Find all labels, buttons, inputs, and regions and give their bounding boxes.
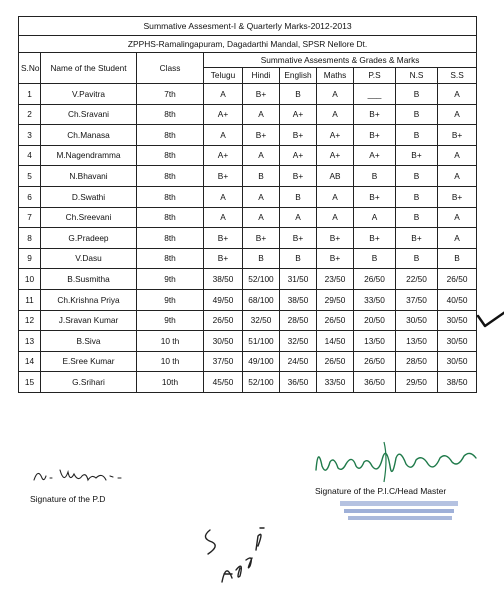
mark-cell: A [438,166,477,187]
class-cell: 9th [137,269,204,290]
mark-cell: B+ [204,248,243,269]
marks-sheet [18,16,476,393]
mark-cell: 30/50 [204,331,243,352]
class-cell: 8th [137,186,204,207]
mark-cell: 37/50 [396,289,438,310]
mark-cell: B+ [204,228,243,249]
mark-cell: 28/50 [280,310,317,331]
mark-cell: A [438,145,477,166]
mark-cell: A [243,186,280,207]
mark-cell: 36/50 [280,372,317,393]
sno-cell: 6 [19,186,41,207]
class-header: Class [137,53,204,84]
student-name-cell: N.Bhavani [41,166,137,187]
mark-cell: B [354,166,396,187]
mark-cell: ___ [354,84,396,105]
name-header: Name of the Student [41,53,137,84]
school-name: ZPPHS-Ramalingapuram, Dagadarthi Mandal, SPSR Nellore Dt. [19,36,477,53]
mark-cell: B+ [396,145,438,166]
mark-cell: 30/50 [396,310,438,331]
mark-cell: B+ [280,166,317,187]
mark-cell: B+ [354,104,396,125]
mark-cell: B+ [354,125,396,146]
table-row [19,289,477,310]
student-name-cell: M.Nagendramma [41,145,137,166]
mark-cell: B+ [204,166,243,187]
sno-cell: 15 [19,372,41,393]
subject-header: Maths [317,68,354,84]
mark-cell: B [280,186,317,207]
mark-cell: B [396,166,438,187]
class-cell: 10th [137,372,204,393]
mark-cell: B+ [280,125,317,146]
mark-cell: 26/50 [438,269,477,290]
mark-cell: A [204,207,243,228]
class-cell: 10 th [137,331,204,352]
mark-cell: A [204,186,243,207]
mark-cell: 26/50 [317,310,354,331]
mark-cell: A [243,104,280,125]
student-name-cell: J.Sravan Kumar [41,310,137,331]
sno-cell: 5 [19,166,41,187]
mark-cell: 33/50 [354,289,396,310]
mark-cell: B+ [317,248,354,269]
table-row [19,145,477,166]
mark-cell: 38/50 [438,372,477,393]
mark-cell: B [243,166,280,187]
class-cell: 9th [137,289,204,310]
mark-cell: 51/100 [243,331,280,352]
mark-cell: A [204,125,243,146]
class-cell: 8th [137,166,204,187]
mark-cell: 32/50 [280,331,317,352]
mark-cell: A [317,84,354,105]
mark-cell: A [280,207,317,228]
mark-cell: A+ [354,145,396,166]
mark-cell: A [317,104,354,125]
table-row [19,84,477,105]
mark-cell: B+ [354,186,396,207]
student-name-cell: E.Sree Kumar [41,351,137,372]
mark-cell: B [396,207,438,228]
mark-cell: A [243,145,280,166]
mark-cell: A [204,84,243,105]
table-row [19,166,477,187]
table-row [19,207,477,228]
mark-cell: 24/50 [280,351,317,372]
sno-cell: 13 [19,331,41,352]
class-cell: 8th [137,145,204,166]
mark-cell: 29/50 [317,289,354,310]
check-mark-icon [476,306,504,328]
sno-cell: 11 [19,289,41,310]
headmaster-signature-label: Signature of the P.I.C/Head Master [315,486,447,496]
mark-cell: 52/100 [243,372,280,393]
mark-cell: A+ [280,104,317,125]
student-name-cell: Ch.Sravani [41,104,137,125]
mark-cell: A [438,104,477,125]
mark-cell: 20/50 [354,310,396,331]
sno-cell: 2 [19,104,41,125]
mark-cell: B [396,104,438,125]
class-cell: 9th [137,310,204,331]
pd-signature [30,462,140,488]
mark-cell: B [396,84,438,105]
sno-cell: 1 [19,84,41,105]
mark-cell: 23/50 [317,269,354,290]
table-row [19,104,477,125]
class-cell: 7th [137,84,204,105]
mark-cell: 30/50 [438,351,477,372]
table-row [19,331,477,352]
subject-header: S.S [438,68,477,84]
marks-table [18,16,477,393]
mark-cell: 32/50 [243,310,280,331]
mark-cell: B+ [280,228,317,249]
class-cell: 8th [137,248,204,269]
student-name-cell: V.Pavitra [41,84,137,105]
handwritten-note [196,520,276,592]
table-row [19,248,477,269]
subject-header: Hindi [243,68,280,84]
mark-cell: AB [317,166,354,187]
mark-cell: B [396,186,438,207]
sno-cell: 14 [19,351,41,372]
mark-cell: B [243,248,280,269]
mark-cell: 29/50 [396,372,438,393]
student-name-cell: Ch.Manasa [41,125,137,146]
student-name-cell: Ch.Krishna Priya [41,289,137,310]
table-row [19,269,477,290]
mark-cell: A+ [280,145,317,166]
sno-cell: 9 [19,248,41,269]
mark-cell: 49/50 [204,289,243,310]
mark-cell: B [280,84,317,105]
mark-cell: 26/50 [204,310,243,331]
mark-cell: A [354,207,396,228]
student-name-cell: G.Srihari [41,372,137,393]
mark-cell: A [317,207,354,228]
mark-cell: 26/50 [354,269,396,290]
mark-cell: A+ [204,104,243,125]
mark-cell: 31/50 [280,269,317,290]
sno-cell: 4 [19,145,41,166]
subject-header: Telugu [204,68,243,84]
student-name-cell: Ch.Sreevani [41,207,137,228]
mark-cell: 14/50 [317,331,354,352]
table-row [19,310,477,331]
mark-cell: 28/50 [396,351,438,372]
mark-cell: 22/50 [396,269,438,290]
mark-cell: 40/50 [438,289,477,310]
mark-cell: 13/50 [354,331,396,352]
mark-cell: B [438,248,477,269]
mark-cell: B+ [243,84,280,105]
class-cell: 10 th [137,351,204,372]
table-row [19,351,477,372]
subject-header: English [280,68,317,84]
mark-cell: B+ [243,125,280,146]
table-row [19,228,477,249]
class-cell: 8th [137,228,204,249]
table-row [19,186,477,207]
mark-cell: A [438,207,477,228]
sno-cell: 12 [19,310,41,331]
mark-cell: 45/50 [204,372,243,393]
subject-header: N.S [396,68,438,84]
student-name-cell: V.Dasu [41,248,137,269]
table-row [19,125,477,146]
mark-cell: B [396,125,438,146]
class-cell: 8th [137,125,204,146]
mark-cell: 13/50 [396,331,438,352]
mark-cell: 26/50 [317,351,354,372]
mark-cell: A+ [317,125,354,146]
mark-cell: B+ [354,228,396,249]
class-cell: 8th [137,104,204,125]
student-name-cell: B.Susmitha [41,269,137,290]
mark-cell: A+ [204,145,243,166]
mark-cell: B+ [438,125,477,146]
subject-header: P.S [354,68,396,84]
headmaster-signature [312,436,480,484]
student-name-cell: D.Swathi [41,186,137,207]
mark-cell: 37/50 [204,351,243,372]
sno-cell: 8 [19,228,41,249]
mark-cell: 30/50 [438,331,477,352]
student-name-cell: G.Pradeep [41,228,137,249]
mark-cell: B+ [317,228,354,249]
sno-header: S.No [19,53,41,84]
mark-cell: 68/100 [243,289,280,310]
sno-cell: 7 [19,207,41,228]
sno-cell: 10 [19,269,41,290]
mark-cell: B+ [243,228,280,249]
mark-cell: B [280,248,317,269]
mark-cell: A [438,84,477,105]
mark-cell: 38/50 [280,289,317,310]
mark-cell: 33/50 [317,372,354,393]
pd-signature-label: Signature of the P.D [30,494,106,504]
mark-cell: B [354,248,396,269]
mark-cell: 38/50 [204,269,243,290]
student-name-cell: B.Siva [41,331,137,352]
table-row [19,372,477,393]
assessment-group-header: Summative Assesments & Grades & Marks [204,53,477,68]
mark-cell: A+ [317,145,354,166]
mark-cell: 52/100 [243,269,280,290]
mark-cell: A [243,207,280,228]
mark-cell: 30/50 [438,310,477,331]
mark-cell: B [396,248,438,269]
mark-cell: A [438,228,477,249]
mark-cell: A [317,186,354,207]
mark-cell: 36/50 [354,372,396,393]
mark-cell: 26/50 [354,351,396,372]
mark-cell: B+ [438,186,477,207]
sheet-title: Summative Assesment-I & Quarterly Marks-2012-2013 [19,17,477,36]
mark-cell: B+ [396,228,438,249]
class-cell: 8th [137,207,204,228]
school-stamp [336,497,466,523]
sno-cell: 3 [19,125,41,146]
mark-cell: 49/100 [243,351,280,372]
